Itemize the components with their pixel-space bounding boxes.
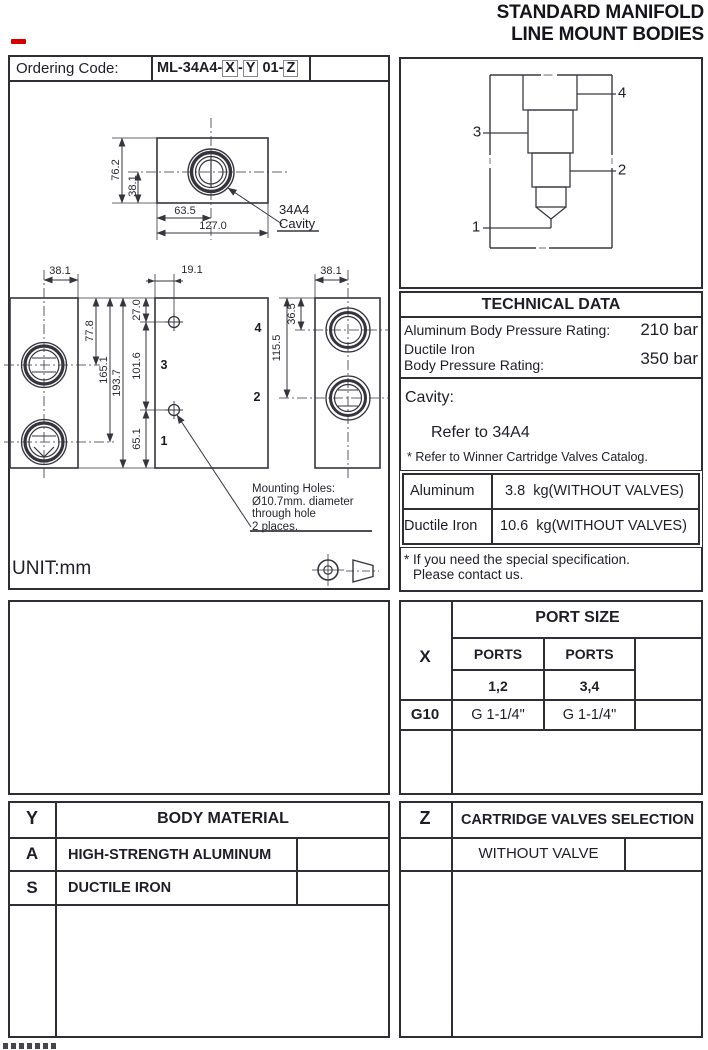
aluminum-pressure-value: 210 bar	[640, 320, 698, 339]
cartridge-title: CARTRIDGE VALVES SELECTION	[460, 812, 695, 828]
ports-12-header: PORTS	[473, 646, 523, 662]
schematic-port-1: 1	[471, 218, 481, 236]
weight-material-1: Aluminum	[410, 483, 475, 499]
mounting-note-line4: 2 places.	[252, 520, 299, 533]
front-port-3: 3	[160, 358, 168, 372]
weight-value-1: 3.8 kg(WITHOUT VALVES)	[505, 483, 684, 499]
dim-left-total: 193.7	[111, 369, 123, 397]
weight-value-2: 10.6 kg(WITHOUT VALVES)	[500, 518, 687, 534]
dim-top-half: 38.1	[127, 175, 139, 197]
front-port-1: 1	[160, 434, 168, 448]
ports-34-header: PORTS	[565, 646, 614, 662]
cavity-callout-line2: Cavity	[279, 216, 316, 231]
dim-left-half: 38.1	[49, 265, 71, 277]
body-material-hline1	[10, 837, 388, 839]
dim-left-port-top: 77.8	[84, 320, 96, 342]
ordering-code-label: Ordering Code:	[16, 60, 119, 77]
ductile-pressure-label2: Body Pressure Rating:	[404, 357, 545, 373]
body-material-vline	[296, 838, 298, 905]
ordering-vline1	[151, 56, 153, 81]
port-size-row-v2: G 1-1/4"	[562, 707, 617, 723]
unit-label: UNIT:mm	[12, 558, 92, 579]
red-mark	[11, 39, 26, 44]
body-material-label-s: DUCTILE IRON	[68, 880, 172, 896]
dim-front-hole-x: 19.1	[181, 264, 203, 276]
schematic-port-2: 2	[617, 161, 627, 179]
body-material-y-header: Y	[25, 808, 38, 828]
ordering-code-value	[157, 60, 298, 77]
cartridge-hline1	[400, 837, 701, 839]
port-size-hline4	[401, 729, 702, 731]
empty-panel-left	[8, 600, 390, 795]
technical-title-divider	[400, 316, 702, 318]
port-size-x-divider	[451, 601, 453, 794]
aluminum-pressure-label: Aluminum Body Pressure Rating:	[404, 322, 611, 338]
technical-data-title: TECHNICAL DATA	[481, 296, 621, 313]
cartridge-row1: WITHOUT VALVE	[478, 845, 599, 862]
body-material-hline2	[10, 870, 388, 872]
drawing-panel	[8, 55, 390, 590]
cartridge-hline2	[400, 870, 701, 872]
ordering-vline2	[309, 56, 311, 81]
special-spec-note-1: * If you need the special specification.	[404, 552, 630, 567]
dim-front-bot: 65.1	[131, 428, 143, 450]
port-size-hline3	[401, 699, 702, 701]
body-material-code-a: A	[25, 844, 39, 863]
front-port-4: 4	[254, 321, 262, 335]
port-size-row-v1: G 1-1/4"	[471, 707, 525, 723]
body-material-title: BODY MATERIAL	[157, 810, 289, 827]
port-size-row-code: G10	[410, 706, 440, 723]
cavity-note: * Refer to Winner Cartridge Valves Catalog.	[407, 450, 648, 464]
dim-right-top: 36.5	[286, 303, 298, 325]
mounting-note-line2: Ø10.7mm. diameter	[252, 495, 354, 508]
dim-right-span: 115.5	[271, 334, 283, 362]
dim-top-height: 76.2	[110, 159, 122, 181]
cartridge-z-header: Z	[419, 808, 431, 828]
cavity-label: Cavity:	[405, 389, 454, 406]
schematic-panel	[399, 57, 703, 289]
port-size-hline1	[452, 637, 702, 639]
cavity-callout-line1: 34A4	[279, 202, 310, 217]
dim-top-width: 127.0	[199, 220, 227, 232]
ports-34-sub: 3,4	[579, 678, 600, 694]
dim-front-span: 101.6	[131, 352, 143, 380]
mounting-note-line1: Mounting Holes:	[252, 483, 336, 495]
ordering-prefix: ML-34A4-	[157, 60, 223, 76]
ductile-pressure-value: 350 bar	[640, 349, 698, 368]
ordering-divider	[9, 80, 389, 82]
special-spec-note-2: Please contact us.	[413, 567, 524, 582]
technical-divider	[400, 377, 702, 379]
dim-right-half: 38.1	[320, 265, 342, 277]
ordering-z-box: Z	[283, 60, 298, 77]
weight-table-hline	[403, 508, 699, 510]
body-material-hline3	[10, 904, 388, 906]
ordering-x-box: X	[222, 60, 238, 77]
schematic-port-4: 4	[617, 84, 627, 102]
weight-material-2: Ductile Iron	[404, 518, 478, 534]
dim-front-top: 27.0	[131, 299, 143, 321]
body-material-label-a: HIGH-STRENGTH ALUMINUM	[68, 847, 272, 863]
dim-left-port-bot: 165.1	[98, 356, 110, 384]
port-size-panel	[399, 600, 703, 795]
dim-top-cx: 63.5	[174, 205, 196, 217]
mounting-note-line3: through hole	[252, 508, 316, 520]
ductile-pressure-label1: Ductile Iron	[404, 341, 475, 357]
front-port-2: 2	[253, 390, 261, 404]
port-size-x-header: X	[419, 647, 431, 666]
page-title-line1: STANDARD MANIFOLD	[496, 2, 704, 23]
port-size-title: PORT SIZE	[535, 609, 620, 626]
page-title	[497, 2, 704, 46]
cartridge-vline	[624, 838, 626, 871]
ordering-mid: 01-	[258, 60, 284, 76]
body-material-code-s: S	[26, 878, 38, 897]
footer-partial-text	[3, 1043, 59, 1049]
cavity-value: Refer to 34A4	[431, 424, 530, 441]
ordering-y-box: Y	[243, 60, 259, 77]
schematic-port-3: 3	[472, 123, 482, 141]
ports-12-sub: 1,2	[488, 678, 508, 694]
ordering-dash: -	[237, 60, 243, 76]
page-title-line2: LINE MOUNT BODIES	[511, 24, 704, 45]
